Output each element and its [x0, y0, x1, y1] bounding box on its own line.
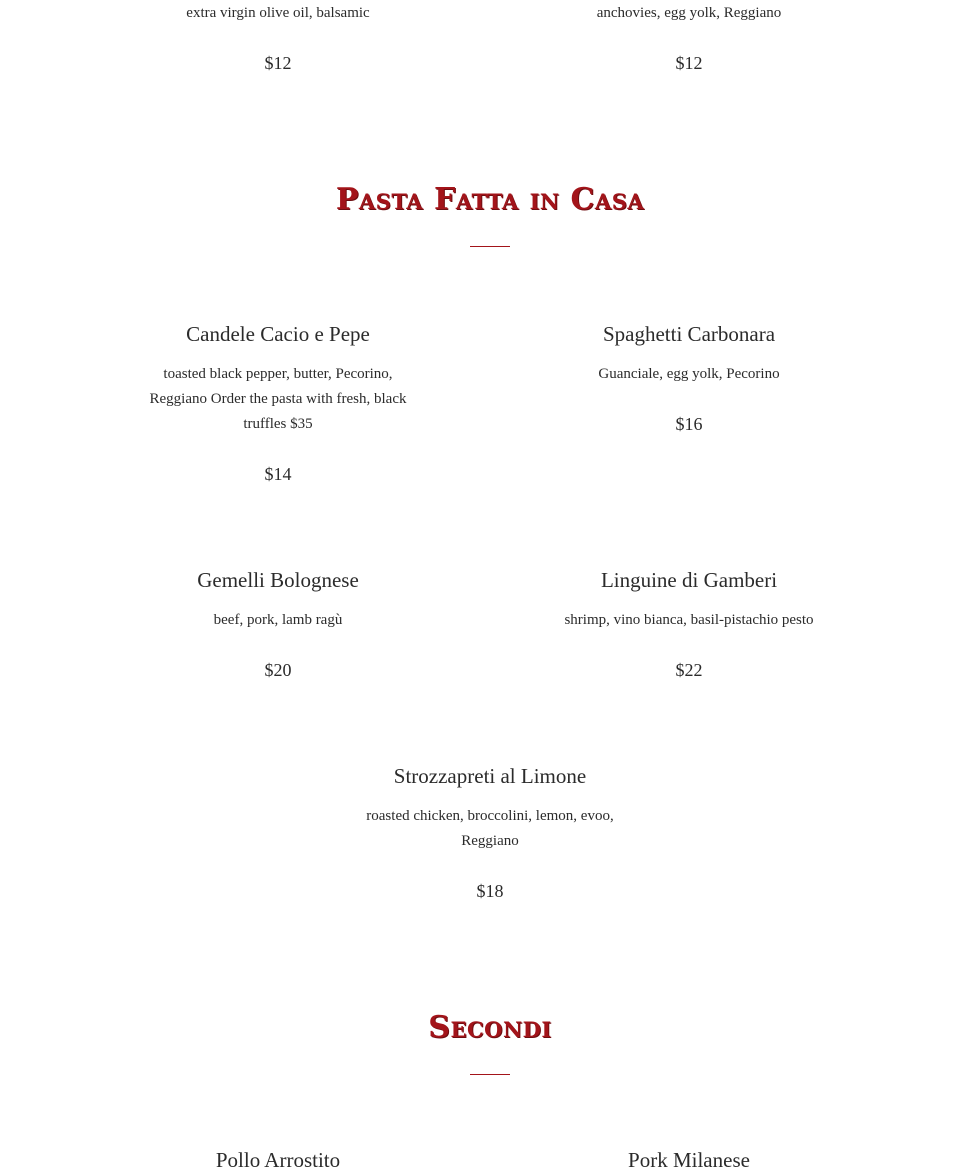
menu-item-name: Strozzapreti al Limone [393, 764, 587, 788]
menu-item-name: Pollo Arrostito [215, 1148, 341, 1172]
section-title: Pasta Fatta in Casa [335, 182, 645, 217]
menu-item-price: $14 [264, 464, 292, 484]
menu-item-desc: toasted black pepper, butter, Pecorino, Reggiano Order the pasta with fresh, black truffles $35 [149, 366, 407, 432]
menu-item-price: $20 [264, 660, 292, 680]
menu-item-desc: extra virgin olive oil, balsamic [186, 5, 370, 21]
menu-item-desc: roasted chicken, broccolini, lemon, evoo, Reggiano [366, 808, 614, 849]
menu-item-desc: beef, pork, lamb ragù [213, 612, 343, 628]
menu-item-price: $18 [476, 881, 504, 901]
menu-item-price: $12 [675, 53, 703, 73]
menu-item-price: $12 [264, 53, 292, 73]
menu-item-price: $16 [675, 414, 703, 434]
menu-item-name: Pork Milanese [628, 1148, 750, 1172]
menu-item-name: Spaghetti Carbonara [602, 322, 776, 346]
menu-item-price: $22 [675, 660, 703, 680]
section-title: Secondi [428, 1010, 552, 1045]
menu-item-desc: Guanciale, egg yolk, Pecorino [598, 366, 780, 382]
menu-item-desc: shrimp, vino bianca, basil-pistachio pesto [564, 612, 814, 628]
menu-item-name: Gemelli Bolognese [197, 568, 359, 592]
section-divider [470, 246, 510, 247]
menu-item-name: Linguine di Gamberi [600, 568, 778, 592]
menu-item-desc: anchovies, egg yolk, Reggiano [596, 5, 782, 21]
menu-item-name: Candele Cacio e Pepe [186, 322, 370, 346]
section-divider [470, 1074, 510, 1075]
